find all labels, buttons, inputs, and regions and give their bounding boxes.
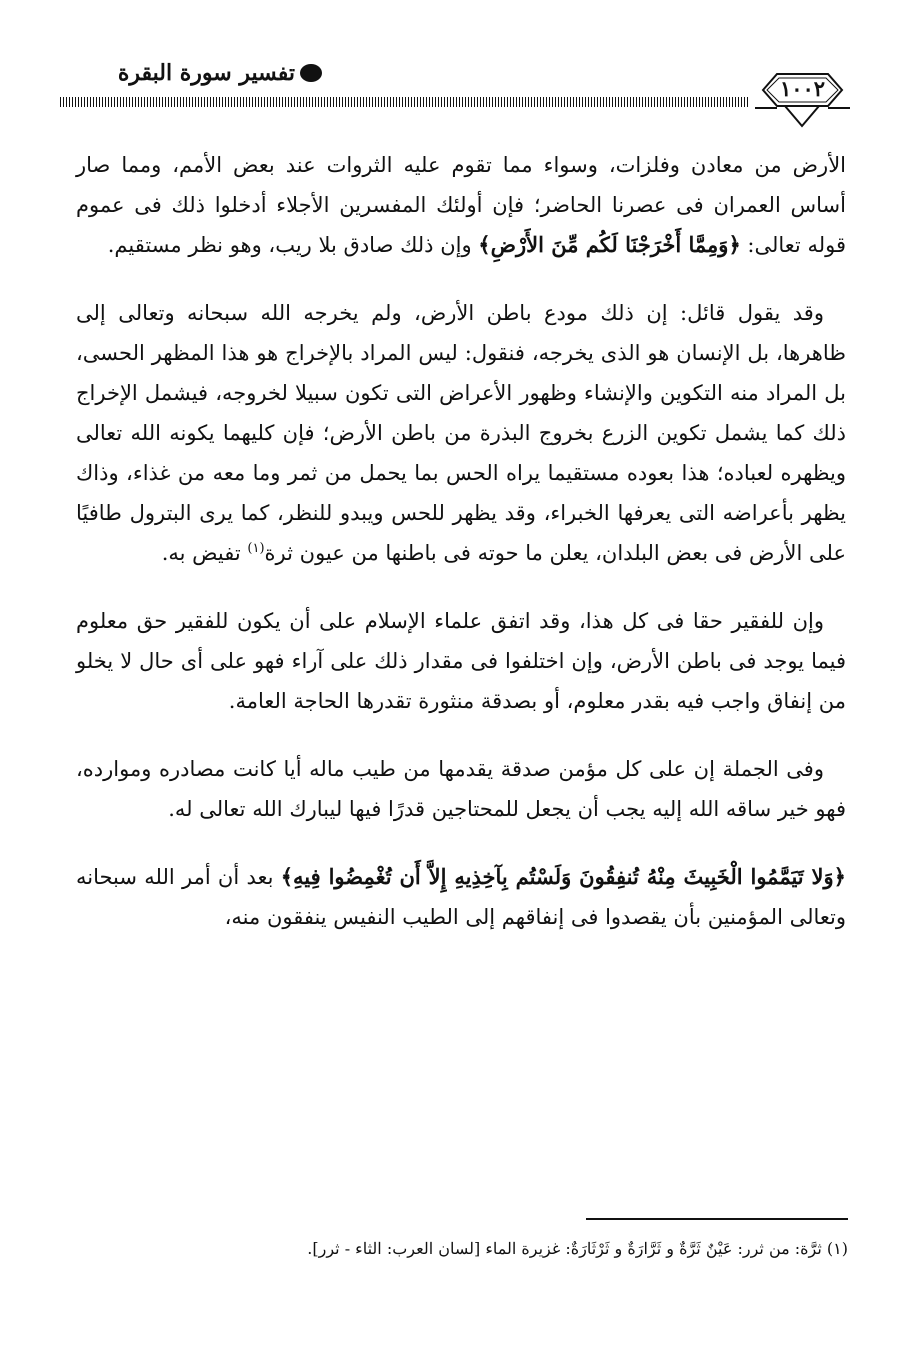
paragraph-text: الأرض من معادن وفلزات، وسواء مما تقوم عليه الثروات عند بعض الأمم، ومما صار أساس العمران فى عصرنا الحاضر؛ فإن أولئك المفسرين الأجلاء أدخلوا ذلك فى عموم قوله تعالى:	[76, 153, 846, 257]
quran-verse: ﴿وَلا تَيَمَّمُوا الْخَبِيثَ مِنْهُ تُنفِقُونَ وَلَسْتُم بِآخِذِيهِ إِلاَّ أَن تُغْمِضُوا فِيهِ﴾	[280, 864, 846, 889]
footnote: (١) ثرَّة: من ثرر: عَيْنٌ ثَرَّةٌ و ثَرَّارَةٌ و ثَرْثَارَةٌ: غزيرة الماء [لسان العرب: الثاء - ثرر].	[307, 1239, 848, 1258]
page-number: ١٠٠٢	[779, 76, 826, 101]
page-header	[60, 60, 850, 130]
page-number-badge	[755, 68, 850, 130]
paragraph-text: تفيض به.	[161, 541, 248, 565]
ornament-icon	[300, 64, 322, 82]
header-rule	[60, 97, 750, 107]
paragraph: وفى الجملة إن على كل مؤمن صدقة يقدمها من طيب ماله أيا كانت مصادره وموارده، فهو خير ساقه الله إليه يجب أن يجعل للمحتاجين قدرًا فيها ليبارك الله تعالى له.	[76, 757, 846, 821]
paragraph-text: وقد يقول قائل: إن ذلك مودع باطن الأرض، ولم يخرجه الله سبحانه وتعالى إلى ظاهرها، بل الإنسان هو الذى يخرجه، فنقول: ليس المراد بالإخراج هو هذا المظهر الحسى، بل المراد منه التكوين والإنشاء وظهور الأعراض التى تكون سبيلا لخروجه، فيشمل الإخراج ذلك كما يشمل تكوين الزرع بخروج البذرة من باطن الأرض؛ فإن كليهما يكونه الله تعالى ويظهره لعباده؛ هذا بعوده مستقيما يراه الحس بما يحمل من ثمر وما معه من غذاء، وذاك يظهر بأعراضه التى يعرفها الخبراء، وقد يظهر للحس ويبدو للنظر، كما يرى البترول طافيًا على الأرض فى بعض البلدان، يعلن ما حوته فى باطنها من عيون ثرة	[76, 301, 846, 565]
footnote-reference: (١)	[247, 541, 265, 556]
quran-verse: ﴿وَمِمَّا أَخْرَجْنَا لَكُم مِّنَ الأَرْضِ﴾	[478, 232, 741, 257]
paragraph: وإن للفقير حقا فى كل هذا، وقد اتفق علماء الإسلام على أن يكون للفقير حق معلوم فيما يوجد فى باطن الأرض، وإن اختلفوا فى مقدار ذلك على آراء فهو على أى حال لا يخلو من إنفاق واجب فيه بقدر معلوم، أو بصدقة منثورة تقدرها الحاجة العامة.	[76, 609, 846, 713]
main-text	[76, 145, 846, 965]
paragraph	[76, 857, 846, 937]
paragraph	[76, 293, 846, 573]
footnote-separator	[586, 1218, 848, 1220]
paragraph	[76, 145, 846, 265]
paragraph-text: بعد أن أمر الله سبحانه وتعالى المؤمنين بأن يقصدوا فى إنفاقهم إلى الطيب النفيس ينفقون منه،	[76, 865, 846, 929]
paragraph-text: وإن ذلك صادق بلا ريب، وهو نظر مستقيم.	[107, 233, 479, 257]
running-title: تفسير سورة البقرة	[117, 60, 295, 86]
